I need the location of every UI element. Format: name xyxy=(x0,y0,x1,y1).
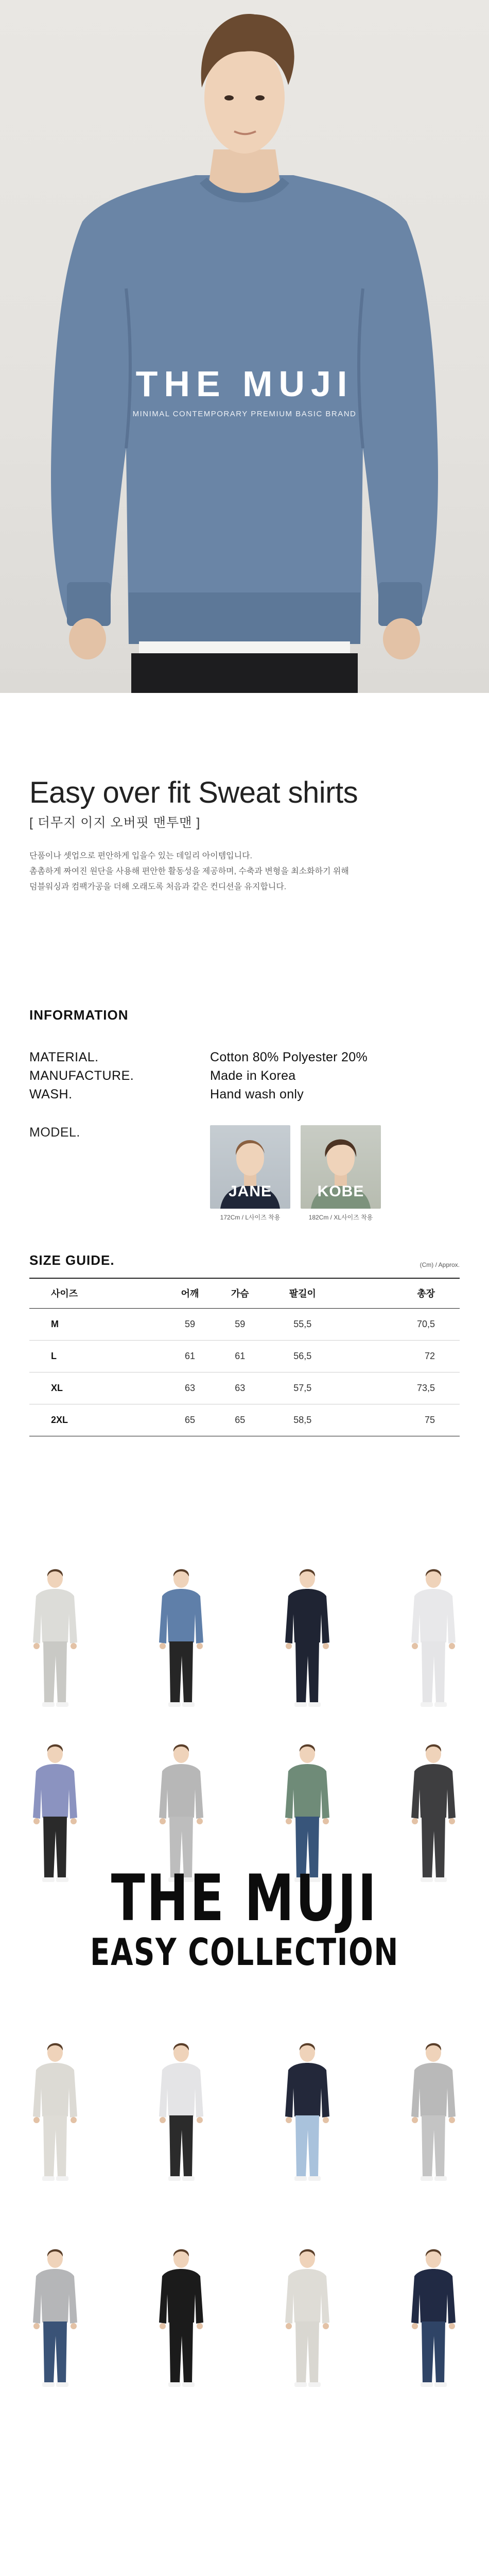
look-illustration xyxy=(16,1565,94,1720)
look-figure xyxy=(143,2039,220,2194)
length-cell: 73,5 xyxy=(340,1372,460,1404)
size-table-header-row xyxy=(29,1278,460,1308)
spec-key: WASH. xyxy=(29,1085,210,1104)
look-figure xyxy=(269,2245,346,2400)
spec-key: MANUFACTURE. xyxy=(29,1066,210,1085)
model-photo xyxy=(301,1125,381,1209)
size-guide-unit: (Cm) / Approx. xyxy=(420,1261,460,1268)
table-row xyxy=(29,1340,460,1372)
length-cell: 72 xyxy=(340,1340,460,1372)
look-top xyxy=(285,1589,329,1643)
look-illustration xyxy=(269,1565,346,1720)
collection-logo xyxy=(0,1867,489,1974)
look-top xyxy=(159,1764,203,1819)
size-guide-header xyxy=(29,1252,460,1268)
look-top xyxy=(411,1764,456,1819)
size-guide-section xyxy=(0,1222,489,1436)
look-bottom xyxy=(422,2321,445,2383)
model-name: JANE xyxy=(210,1183,290,1200)
sleeve-cell: 56,5 xyxy=(265,1340,340,1372)
column-header: 총장 xyxy=(340,1278,460,1308)
look-figure xyxy=(395,2245,472,2400)
shoulder-cell: 65 xyxy=(165,1404,215,1436)
shoulder-cell: 59 xyxy=(165,1308,215,1340)
look-top xyxy=(411,2269,456,2324)
spec-value: Made in Korea xyxy=(210,1066,296,1085)
chest-cell: 59 xyxy=(215,1308,265,1340)
look-illustration xyxy=(16,2245,94,2400)
chest-cell: 65 xyxy=(215,1404,265,1436)
look-top xyxy=(33,1764,77,1819)
model-row xyxy=(29,1125,460,1222)
column-header: 사이즈 xyxy=(29,1278,165,1308)
look-illustration xyxy=(395,2245,472,2400)
product-description xyxy=(29,849,489,895)
spec-value: Cotton 80% Polyester 20% xyxy=(210,1048,368,1066)
hero-banner xyxy=(0,0,489,693)
look-bottom xyxy=(43,2115,67,2177)
look-bottom xyxy=(295,1641,319,1703)
size-cell: M xyxy=(29,1308,165,1340)
look-illustration xyxy=(269,2039,346,2194)
look-top xyxy=(411,2063,456,2117)
look-bottom xyxy=(43,2321,67,2383)
look-illustration xyxy=(143,1565,220,1720)
look-bottom xyxy=(169,1641,193,1703)
information-section xyxy=(0,976,489,1222)
spec-key: MATERIAL. xyxy=(29,1048,210,1066)
look-figure xyxy=(269,1565,346,1720)
model-caption: 182Cm / XL사이즈 착용 xyxy=(301,1213,381,1222)
look-bottom xyxy=(422,1641,445,1703)
size-cell: 2XL xyxy=(29,1404,165,1436)
look-top xyxy=(285,2063,329,2117)
look-bottom xyxy=(43,1641,67,1703)
model-card-kobe xyxy=(301,1125,381,1222)
product-title: Easy over fit Sweat shirts xyxy=(29,776,489,809)
table-row xyxy=(29,1404,460,1436)
look-figure xyxy=(395,2039,472,2194)
description-line: 촘촘하게 짜여진 원단을 사용해 편안한 활동성을 제공하며, 수축과 변형을 최소화하기 위해 xyxy=(29,864,489,879)
look-bottom xyxy=(295,2321,319,2383)
look-figure xyxy=(395,1565,472,1720)
spec-list xyxy=(29,1048,460,1104)
product-intro xyxy=(0,693,489,976)
chest-cell: 63 xyxy=(215,1372,265,1404)
collection-title: THE MUJI xyxy=(54,1867,435,1930)
look-bottom xyxy=(422,2115,445,2177)
column-header: 팔길이 xyxy=(265,1278,340,1308)
model-label: MODEL. xyxy=(29,1125,210,1222)
model-list xyxy=(210,1125,381,1222)
spec-row-manufacture xyxy=(29,1066,460,1085)
length-cell: 75 xyxy=(340,1404,460,1436)
hero-model-photo xyxy=(0,0,489,693)
look-top xyxy=(285,1764,329,1819)
look-figure xyxy=(143,1565,220,1720)
product-subtitle: [ 더무지 이지 오버핏 맨투맨 ] xyxy=(29,812,489,831)
shoulder-cell: 63 xyxy=(165,1372,215,1404)
look-illustration xyxy=(143,2245,220,2400)
look-top xyxy=(33,1589,77,1643)
hero-brand-block xyxy=(0,363,489,418)
look-figure xyxy=(269,2039,346,2194)
size-table xyxy=(29,1278,460,1436)
sleeve-cell: 57,5 xyxy=(265,1372,340,1404)
model-photo xyxy=(210,1125,290,1209)
model-caption: 172Cm / L사이즈 착용 xyxy=(210,1213,290,1222)
look-top xyxy=(285,2269,329,2324)
length-cell: 70,5 xyxy=(340,1308,460,1340)
column-header: 어깨 xyxy=(165,1278,215,1308)
look-figure xyxy=(16,1565,94,1720)
sleeve-cell: 58,5 xyxy=(265,1404,340,1436)
information-title: INFORMATION xyxy=(29,1007,460,1023)
look-illustration xyxy=(395,1565,472,1720)
look-illustration xyxy=(143,2039,220,2194)
look-illustration xyxy=(16,2039,94,2194)
collection-grid-top xyxy=(0,1565,489,2235)
chest-cell: 61 xyxy=(215,1340,265,1372)
look-illustration xyxy=(395,2039,472,2194)
hero-tagline: MINIMAL CONTEMPORARY PREMIUM BASIC BRAND xyxy=(0,410,489,418)
description-line: 단품이나 셋업으로 편안하게 입을수 있는 데일리 아이템입니다. xyxy=(29,849,489,864)
look-top xyxy=(33,2269,77,2324)
look-figure xyxy=(16,2245,94,2400)
look-figure xyxy=(16,2039,94,2194)
hero-logo: THE MUJI xyxy=(0,363,489,404)
look-bottom xyxy=(169,2115,193,2177)
table-row xyxy=(29,1372,460,1404)
look-figure xyxy=(143,2245,220,2400)
size-cell: L xyxy=(29,1340,165,1372)
look-top xyxy=(411,1589,456,1643)
column-header: 가슴 xyxy=(215,1278,265,1308)
spec-row-material xyxy=(29,1048,460,1066)
description-line: 덤블워싱과 컴팩가공을 더해 오래도록 처음과 같은 컨디션을 유지합니다. xyxy=(29,879,489,895)
size-guide-title: SIZE GUIDE. xyxy=(29,1252,115,1268)
look-bottom xyxy=(295,2115,319,2177)
look-bottom xyxy=(169,2321,193,2383)
shoulder-cell: 61 xyxy=(165,1340,215,1372)
model-name: KOBE xyxy=(301,1183,381,1200)
look-top xyxy=(159,2269,203,2324)
spec-value: Hand wash only xyxy=(210,1085,304,1104)
spec-row-wash xyxy=(29,1085,460,1104)
sleeve-cell: 55,5 xyxy=(265,1308,340,1340)
look-top xyxy=(33,2063,77,2117)
collection-subtitle: EASY COLLECTION xyxy=(54,1930,435,1974)
look-top xyxy=(159,1589,203,1643)
look-illustration xyxy=(269,2245,346,2400)
look-top xyxy=(159,2063,203,2117)
model-card-jane xyxy=(210,1125,290,1222)
collection-grid-bottom xyxy=(0,2235,489,2576)
table-row xyxy=(29,1308,460,1340)
size-cell: XL xyxy=(29,1372,165,1404)
